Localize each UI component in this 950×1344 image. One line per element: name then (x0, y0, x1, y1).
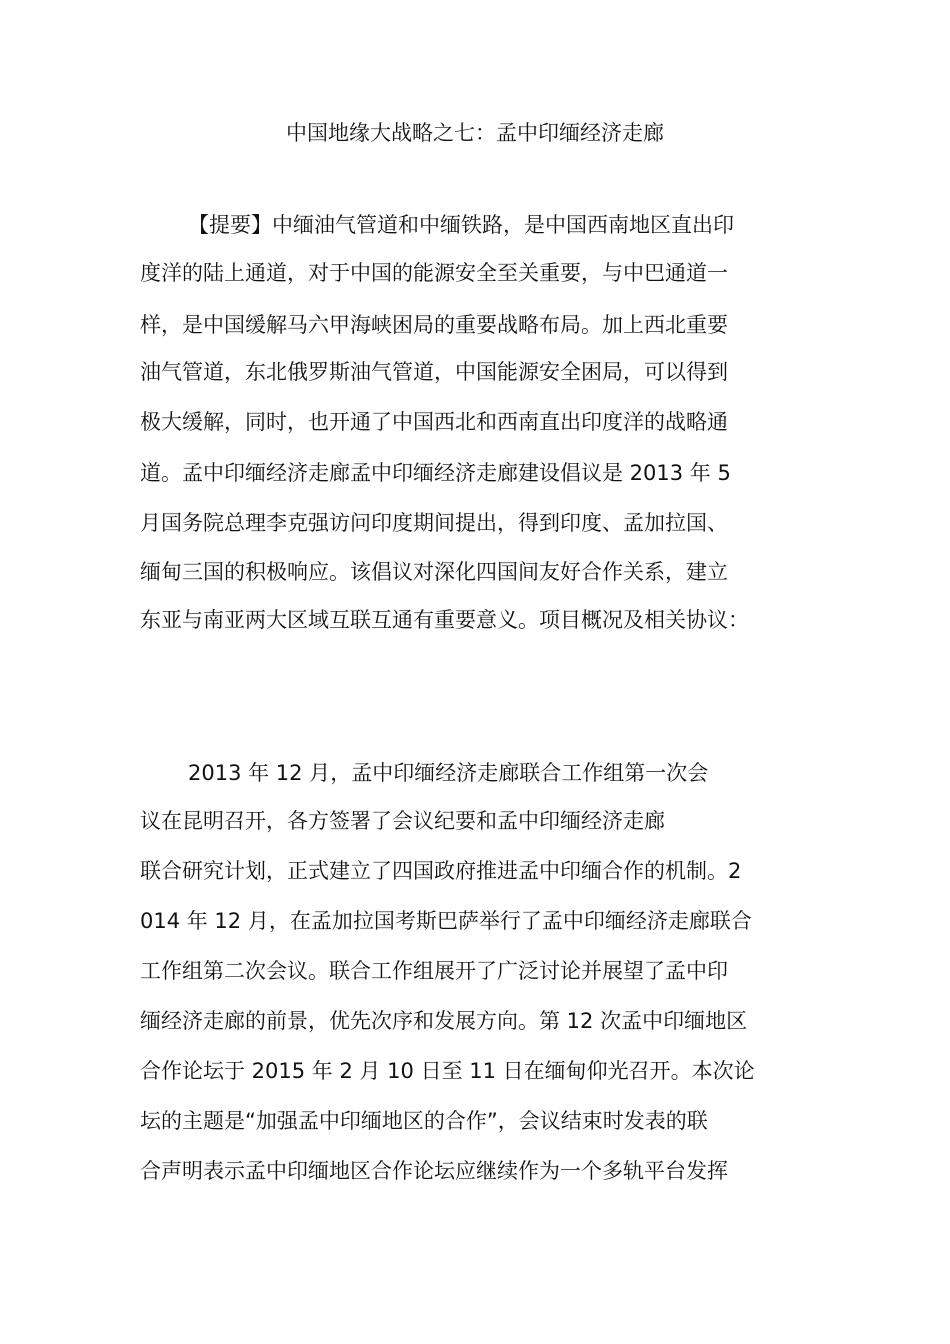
body-line: 合作论坛于 2015 年 2 月 10 日至 11 日在缅甸仰光召开。本次论 (140, 1059, 755, 1083)
abstract-line: 极大缓解，同时，也开通了中国西北和西南直出印度洋的战略通 (140, 410, 728, 434)
body-line: 联合研究计划，正式建立了四国政府推进孟中印缅合作的机制。2 (140, 859, 742, 883)
body-line: 坛的主题是“加强孟中印缅地区的合作”，会议结束时发表的联 (140, 1109, 708, 1133)
abstract-line: 度洋的陆上通道，对于中国的能源安全至关重要，与中巴通道一 (140, 261, 728, 285)
body-line: 工作组第二次会议。联合工作组展开了广泛讨论并展望了孟中印 (140, 959, 728, 983)
abstract-line: 道。孟中印缅经济走廊孟中印缅经济走廊建设倡议是 2013 年 5 (140, 461, 731, 485)
body-line: 合声明表示孟中印缅地区合作论坛应继续作为一个多轨平台发挥 (140, 1159, 728, 1183)
body-line: 2013 年 12 月，孟中印缅经济走廊联合工作组第一次会 (188, 761, 709, 785)
abstract-line: 缅甸三国的积极响应。该倡议对深化四国间友好合作关系，建立 (140, 560, 728, 584)
body-line: 缅经济走廊的前景，优先次序和发展方向。第 12 次孟中印缅地区 (140, 1009, 748, 1033)
document-title: 中国地缘大战略之七：孟中印缅经济走廊 (286, 121, 664, 145)
body-line: 议在昆明召开，各方签署了会议纪要和孟中印缅经济走廊 (140, 809, 665, 833)
abstract-line: 油气管道，东北俄罗斯油气管道，中国能源安全困局，可以得到 (140, 360, 728, 384)
abstract-line: 【提要】中缅油气管道和中缅铁路，是中国西南地区直出印 (188, 213, 734, 237)
abstract-line: 月国务院总理李克强访问印度期间提出，得到印度、孟加拉国、 (140, 511, 728, 535)
abstract-line: 东亚与南亚两大区域互联互通有重要意义。项目概况及相关协议： (140, 608, 749, 632)
body-line: 014 年 12 月，在孟加拉国考斯巴萨举行了孟中印缅经济走廊联合 (140, 909, 752, 933)
abstract-line: 样，是中国缓解马六甲海峡困局的重要战略布局。加上西北重要 (140, 313, 728, 337)
